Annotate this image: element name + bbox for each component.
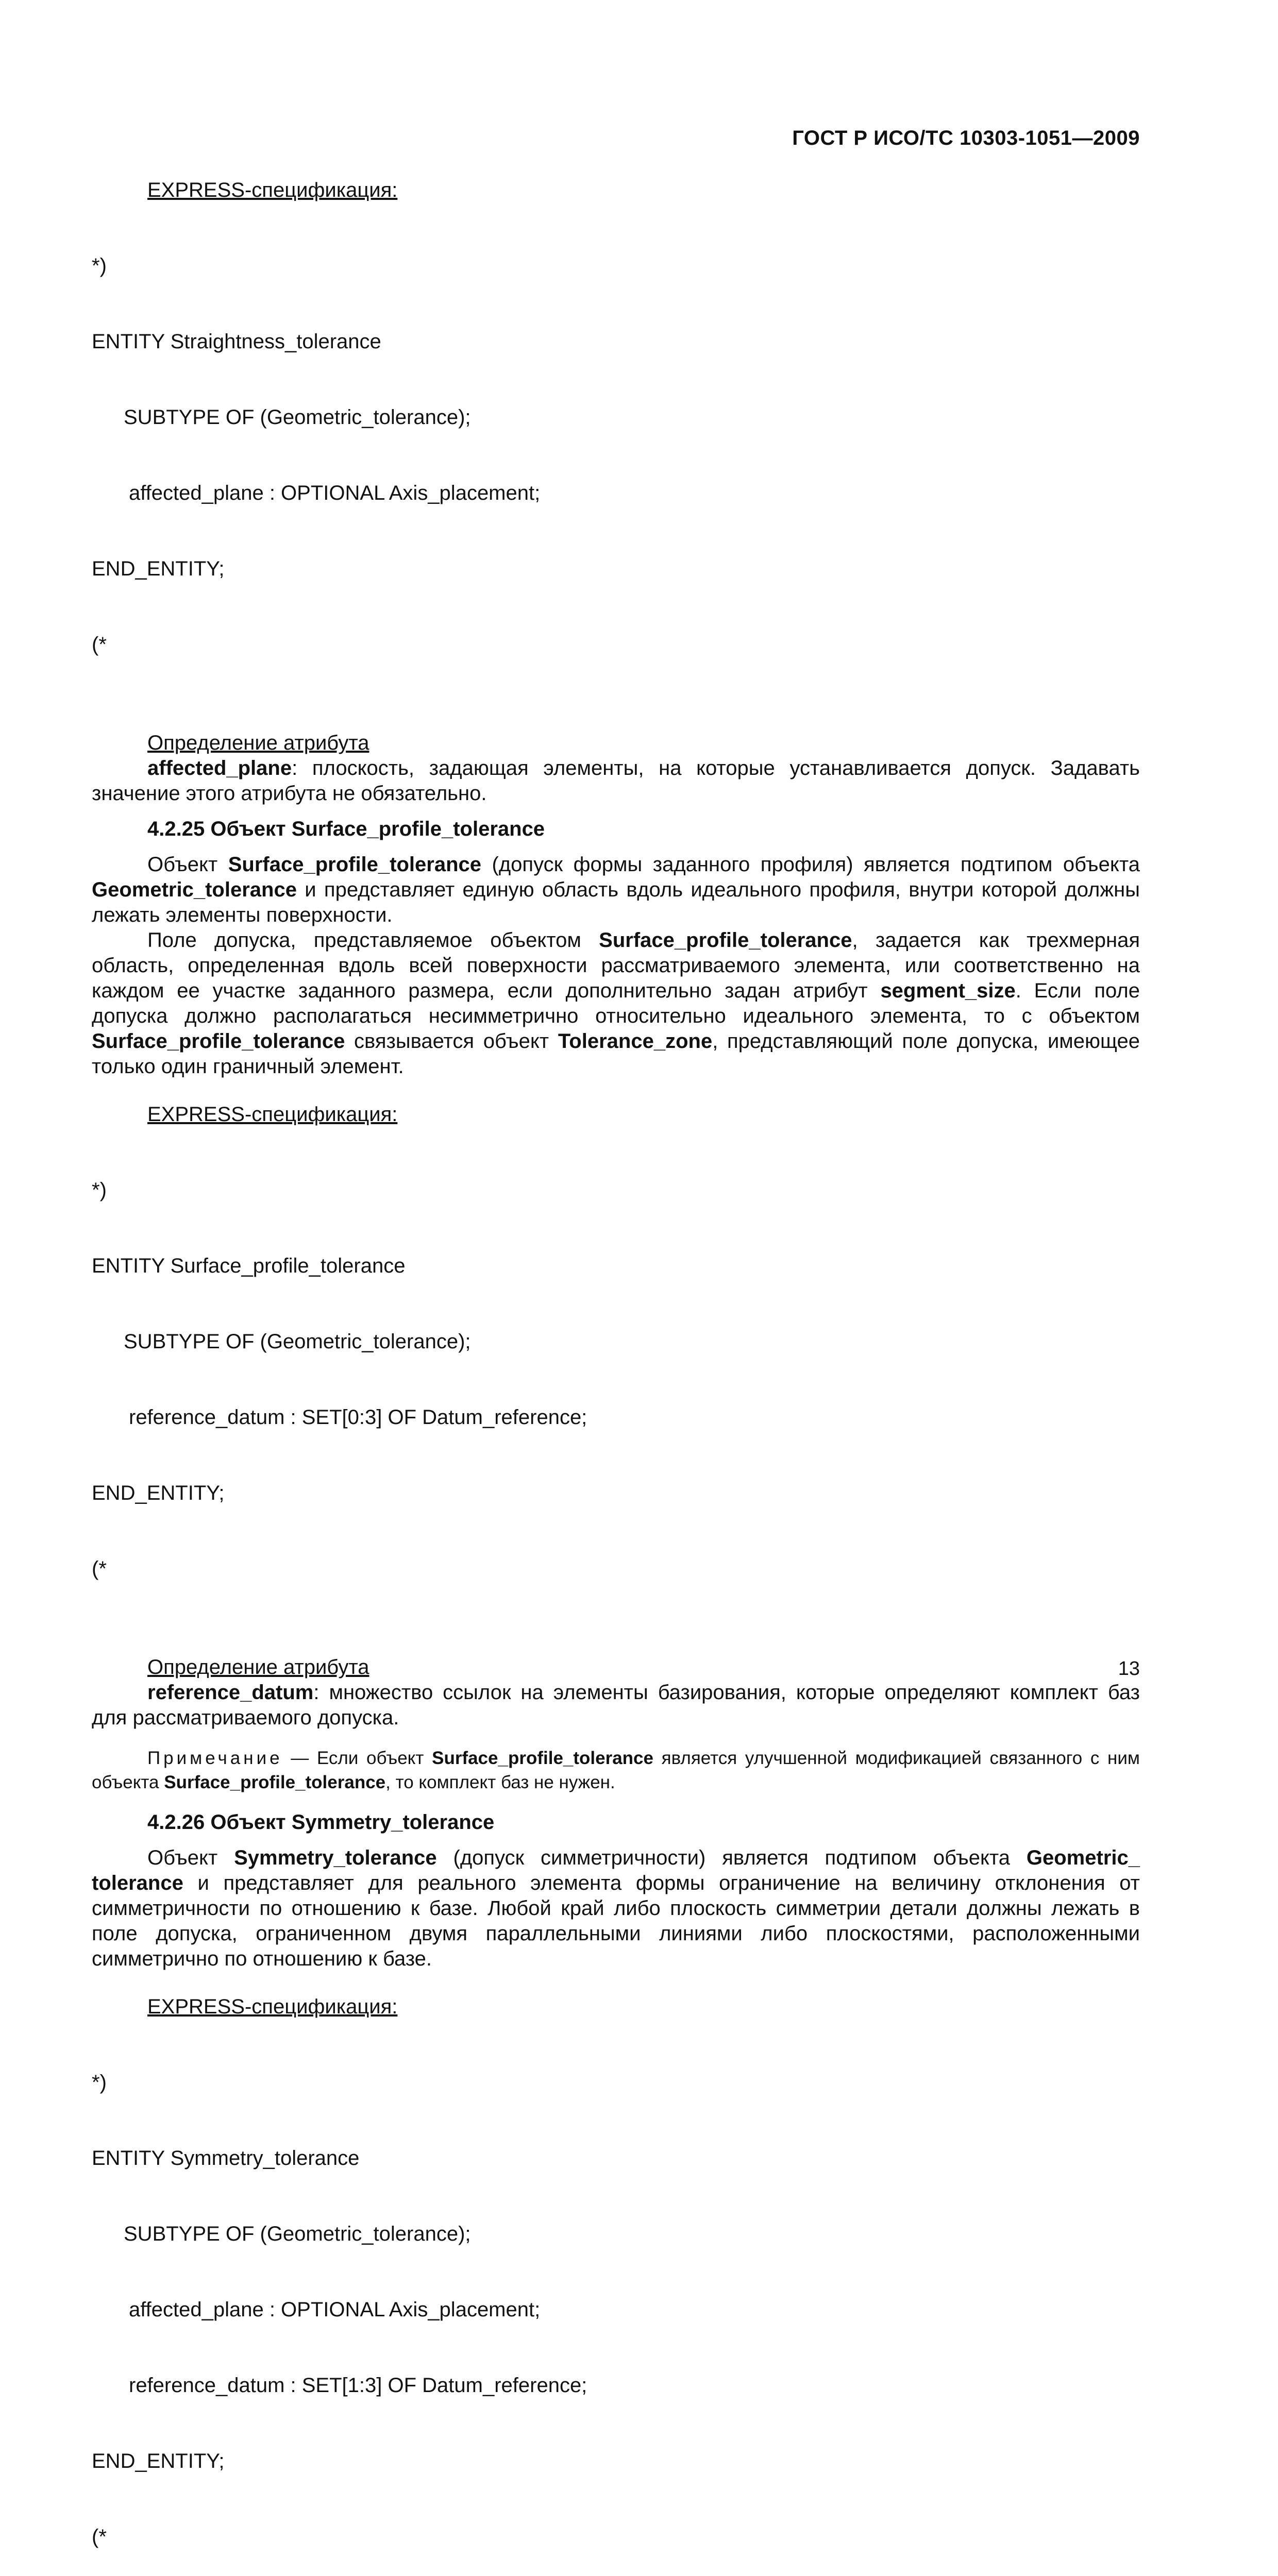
code-line: ENTITY Surface_profile_tolerance bbox=[92, 1255, 406, 1277]
code-line: reference_datum : SET[0:3] OF Datum_reference; bbox=[129, 1406, 587, 1429]
code-line: SUBTYPE OF (Geometric_tolerance); bbox=[124, 1330, 471, 1353]
note-label: Примечание bbox=[147, 1748, 283, 1768]
code-line: ENTITY Straightness_tolerance bbox=[92, 330, 381, 353]
paragraph: Объект Symmetry_tolerance (допуск симметричности) является подтипом объекта Geometric_ tolerance и представляет для реального элемента формы ограничение на величину отклонения от симметричности по отношению к базе. Любой край либо плоскость симметрии детали должны лежать в поле допуска, ограниченном двумя параллельными линиями либо плоскостями, расположенными симметрично по отношению к базе. bbox=[92, 1846, 1140, 1970]
express-label: EXPRESS-спецификация: bbox=[147, 1995, 398, 2018]
page-number: 13 bbox=[1118, 1658, 1140, 1680]
attribute-definition-label: Определение атрибута bbox=[147, 732, 369, 754]
express-label: EXPRESS-спецификация: bbox=[147, 1103, 398, 1126]
express-code-block bbox=[92, 1127, 1140, 1632]
code-line: (* bbox=[92, 1557, 107, 1580]
page-content bbox=[92, 178, 1140, 2576]
express-code-block bbox=[92, 203, 1140, 708]
code-line: END_ENTITY; bbox=[92, 2450, 225, 2472]
code-line: SUBTYPE OF (Geometric_tolerance); bbox=[124, 2223, 471, 2245]
attribute-name: affected_plane bbox=[147, 757, 292, 779]
express-code-block bbox=[92, 2020, 1140, 2576]
attribute-definition-label: Определение атрибута bbox=[147, 1656, 369, 1679]
code-line: END_ENTITY; bbox=[92, 557, 225, 580]
paragraph: Поле допуска, представляемое объектом Surface_profile_tolerance, задается как трехмерная область, определенная вдоль всей поверхности рассматриваемого элемента, или соответственно на каждом ее участке заданного размера, если дополнительно задан атрибут segment_size. Если поле допуска должно располагаться несимметрично относительно идеального элемента, то с объектом Surface_profile_tolerance связывается объект Tolerance_zone, представляющий поле допуска, имеющее только один граничный элемент. bbox=[92, 929, 1140, 1078]
note: Примечание — Если объект Surface_profile_tolerance является улучшенной модификацией связанного с ним объекта Surface_profile_tolerance, то комплект баз не нужен. bbox=[92, 1748, 1140, 1792]
document-header: ГОСТ Р ИСО/ТС 10303-1051—2009 bbox=[792, 127, 1140, 149]
code-line: *) bbox=[92, 1179, 107, 1201]
code-line: *) bbox=[92, 255, 107, 277]
section-heading: 4.2.26 Объект Symmetry_tolerance bbox=[147, 1811, 495, 1834]
paragraph: Объект Surface_profile_tolerance (допуск формы заданного профиля) является подтипом объекта Geometric_tolerance и представляет единую область вдоль идеального профиля, внутри которой должны лежать элементы поверхности. bbox=[92, 853, 1140, 926]
code-line: *) bbox=[92, 2071, 107, 2094]
code-line: END_ENTITY; bbox=[92, 1482, 225, 1504]
code-line: affected_plane : OPTIONAL Axis_placement; bbox=[129, 482, 541, 504]
attribute-name: reference_datum bbox=[147, 1681, 314, 1704]
code-line: ENTITY Symmetry_tolerance bbox=[92, 2147, 360, 2170]
code-line: (* bbox=[92, 2526, 107, 2548]
attribute-definition: reference_datum: множество ссылок на элементы базирования, которые определяют комплект баз для рассматриваемого допуска. bbox=[92, 1681, 1140, 1729]
section-heading: 4.2.25 Объект Surface_profile_tolerance bbox=[147, 818, 545, 840]
attribute-definition: affected_plane: плоскость, задающая элементы, на которые устанавливается допуск. Задавать значение этого атрибута не обязательно. bbox=[92, 757, 1140, 805]
express-label: EXPRESS-спецификация: bbox=[147, 179, 398, 201]
code-line: affected_plane : OPTIONAL Axis_placement; bbox=[129, 2298, 541, 2321]
code-line: reference_datum : SET[1:3] OF Datum_reference; bbox=[129, 2374, 587, 2397]
code-line: (* bbox=[92, 633, 107, 656]
code-line: SUBTYPE OF (Geometric_tolerance); bbox=[124, 406, 471, 429]
